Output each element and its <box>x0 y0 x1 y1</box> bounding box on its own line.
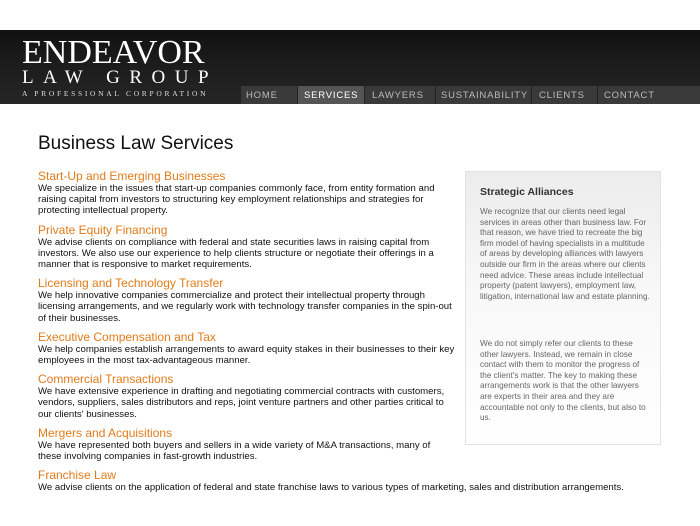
logo-subname: LAW GROUP <box>22 67 219 88</box>
service-heading: Start-Up and Emerging Businesses <box>38 169 226 183</box>
service-item <box>38 170 456 217</box>
service-item <box>38 224 456 271</box>
sidebar-paragraph: We recognize that our clients need legal services in areas other than business law. For that reason, we have tried to recreate the big firm model of having specialists in a multitude of areas by developing alliances with lawyers outside our firm in the areas where our clients need advice. These areas include intellectual property (patent lawyers), employment law, litigation, international law and estate planning. <box>480 207 650 301</box>
service-item <box>38 427 456 462</box>
service-description: We advise clients on the application of federal and state franchise laws to various types of marketing, sales and distribution arrangements. <box>38 482 624 494</box>
service-heading: Licensing and Technology Transfer <box>38 276 224 291</box>
service-description: We have represented both buyers and sellers in a wide variety of M&A transactions, many of these involving companies in fast-growth industries. <box>38 439 431 463</box>
nav-services[interactable]: SERVICES <box>298 86 364 104</box>
logo-name: ENDEAVOR <box>22 34 205 71</box>
sidebar-paragraph: We do not simply refer our clients to these other lawyers. Instead, we remain in close contact with them to monitor the progress of the client's matter. The key to making these arrangements work is that the other lawyers are experts in their area and they are accountable not only to the clients, but also to us. <box>480 339 646 423</box>
main-nav <box>241 86 700 104</box>
nav-sustainability[interactable]: SUSTAINABILITY <box>441 90 529 101</box>
service-heading: Private Equity Financing <box>38 222 168 237</box>
page-title: Business Law Services <box>38 133 234 154</box>
sidebar-title: Strategic Alliances <box>480 186 574 198</box>
service-description: We advise clients on compliance with federal and state securities laws in raising capital from investors. We also use our experience to help clients structure or negotiate their offerings in a manner that is responsive to market requirements. <box>38 236 434 271</box>
strategic-alliances-box <box>465 171 661 445</box>
nav-clients[interactable]: CLIENTS <box>539 90 585 101</box>
service-description: We help companies establish arrangements to award equity stakes in their businesses to their key employees in the most tax-advantageous manner. <box>38 343 455 367</box>
nav-contact[interactable]: CONTACT <box>604 90 655 101</box>
service-heading: Commercial Transactions <box>38 372 174 387</box>
logo-tagline: A PROFESSIONAL CORPORATION <box>22 89 209 98</box>
nav-home[interactable]: HOME <box>246 90 278 101</box>
service-heading: Executive Compensation and Tax <box>38 329 216 344</box>
service-description: We specialize in the issues that start-up companies commonly face, from entity formation and raising capital from investors to structuring key employment relationships and strategies for protecting intellectual property. <box>38 183 435 217</box>
service-description: We have extensive experience in drafting and negotiating commercial contracts with customers, vendors, suppliers, sales distributors and reps, joint venture partners and other parties critical to our clients' businesses. <box>38 386 445 420</box>
service-item <box>38 373 456 420</box>
service-heading: Franchise Law <box>38 468 117 483</box>
service-heading: Mergers and Acquisitions <box>38 425 173 440</box>
service-item <box>38 331 456 366</box>
service-description: We help innovative companies commercialize and protect their intellectual property through licensing arrangements, and we regularly work with technology transfer companies in the spin-out of their businesses. <box>38 290 452 324</box>
service-item <box>38 277 456 324</box>
nav-lawyers[interactable]: LAWYERS <box>372 90 424 101</box>
service-item <box>38 468 624 494</box>
